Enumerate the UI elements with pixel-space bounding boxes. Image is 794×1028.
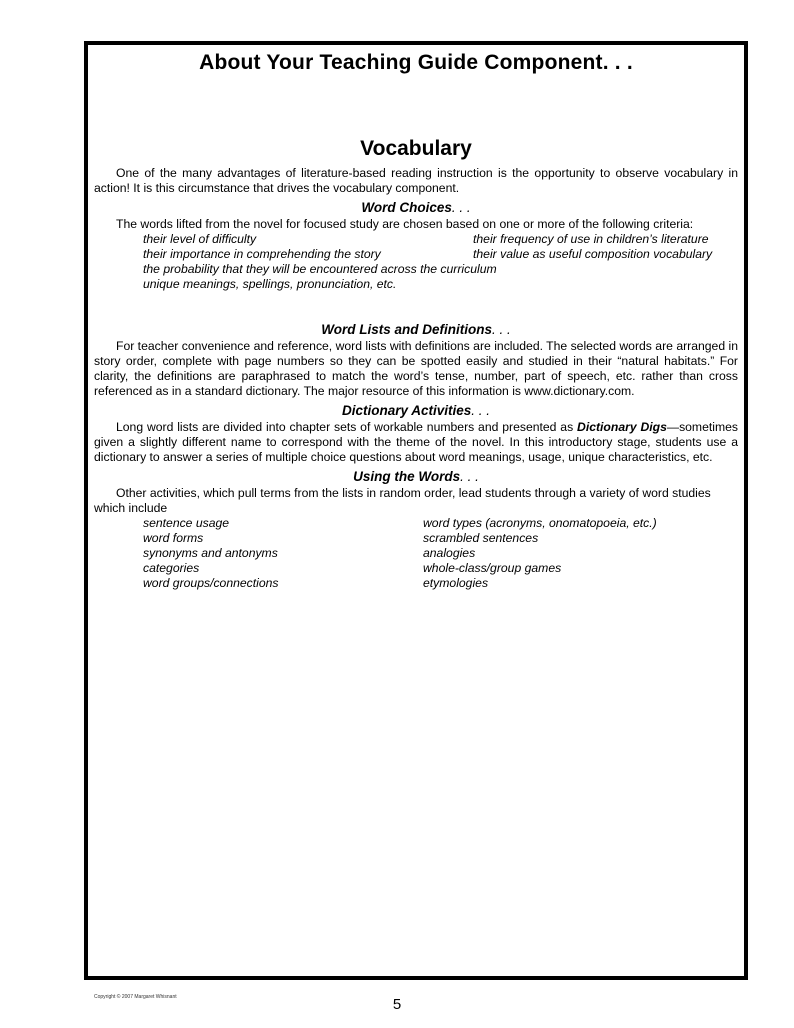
activity-item: whole-class/group games (423, 561, 562, 575)
content-body (94, 137, 738, 591)
using-words-heading: Using the Words. . . (353, 469, 479, 484)
word-lists-heading: Word Lists and Definitions. . . (321, 322, 511, 337)
criteria-item: their frequency of use in children’s literature (473, 232, 709, 246)
intro-paragraph: One of the many advantages of literature-based reading instruction is the opportunity to observe vocabulary in action! It is this circumstance that drives the vocabulary component. (94, 166, 738, 195)
activity-item: etymologies (423, 576, 489, 590)
criteria-item: their value as useful composition vocabulary (473, 247, 713, 261)
section-title: Vocabulary (360, 137, 472, 160)
word-lists-text: For teacher convenience and reference, word lists with definitions are included. The selected words are arranged in story order, complete with page numbers so they can be spotted easily and studied in their “natural habitats.” For clarity, the definitions are paraphrased to match the word’s tense, number, part of speech, etc. rather than cross referenced as in a standard dictionary. The major resource of this information is www.dictionary.com. (94, 339, 738, 398)
activity-item: synonyms and antonyms (143, 546, 278, 560)
activity-item: sentence usage (143, 516, 230, 530)
page-title: About Your Teaching Guide Component. . . (199, 51, 633, 74)
activity-item: word forms (143, 531, 204, 545)
activity-item: word groups/connections (143, 576, 279, 590)
using-words-text: Other activities, which pull terms from the lists in random order, lead students through a variety of word studies which include (94, 486, 711, 515)
activity-item: analogies (423, 546, 476, 560)
activity-item: scrambled sentences (423, 531, 539, 545)
word-choices-text: The words lifted from the novel for focused study are chosen based on one or more of the following criteria: (116, 217, 694, 231)
copyright-notice: Copyright © 2007 Margaret Whisnant (94, 994, 177, 1000)
page-number: 5 (392, 996, 402, 1013)
activities-grid (94, 516, 738, 591)
word-choices-heading: Word Choices. . . (361, 200, 471, 215)
page-border (84, 41, 748, 980)
criteria-item: the probability that they will be encountered across the curriculum (143, 262, 497, 276)
criteria-item: their level of difficulty (143, 232, 257, 246)
criteria-grid (94, 232, 738, 262)
dictionary-activities-text: Long word lists are divided into chapter sets of workable numbers and presented as Dictionary Digs—sometimes given a slightly different name to correspond with the theme of the novel. In this introductory stage, students use a dictionary to answer a series of multiple choice questions about word meanings, usage, unique characteristics, etc. (94, 420, 738, 464)
dictionary-activities-heading: Dictionary Activities. . . (341, 403, 491, 418)
activity-item: word types (acronyms, onomatopoeia, etc.) (423, 516, 657, 530)
activity-item: categories (143, 561, 200, 575)
criteria-item: unique meanings, spellings, pronunciation, etc. (143, 277, 397, 291)
criteria-item: their importance in comprehending the story (143, 247, 381, 261)
